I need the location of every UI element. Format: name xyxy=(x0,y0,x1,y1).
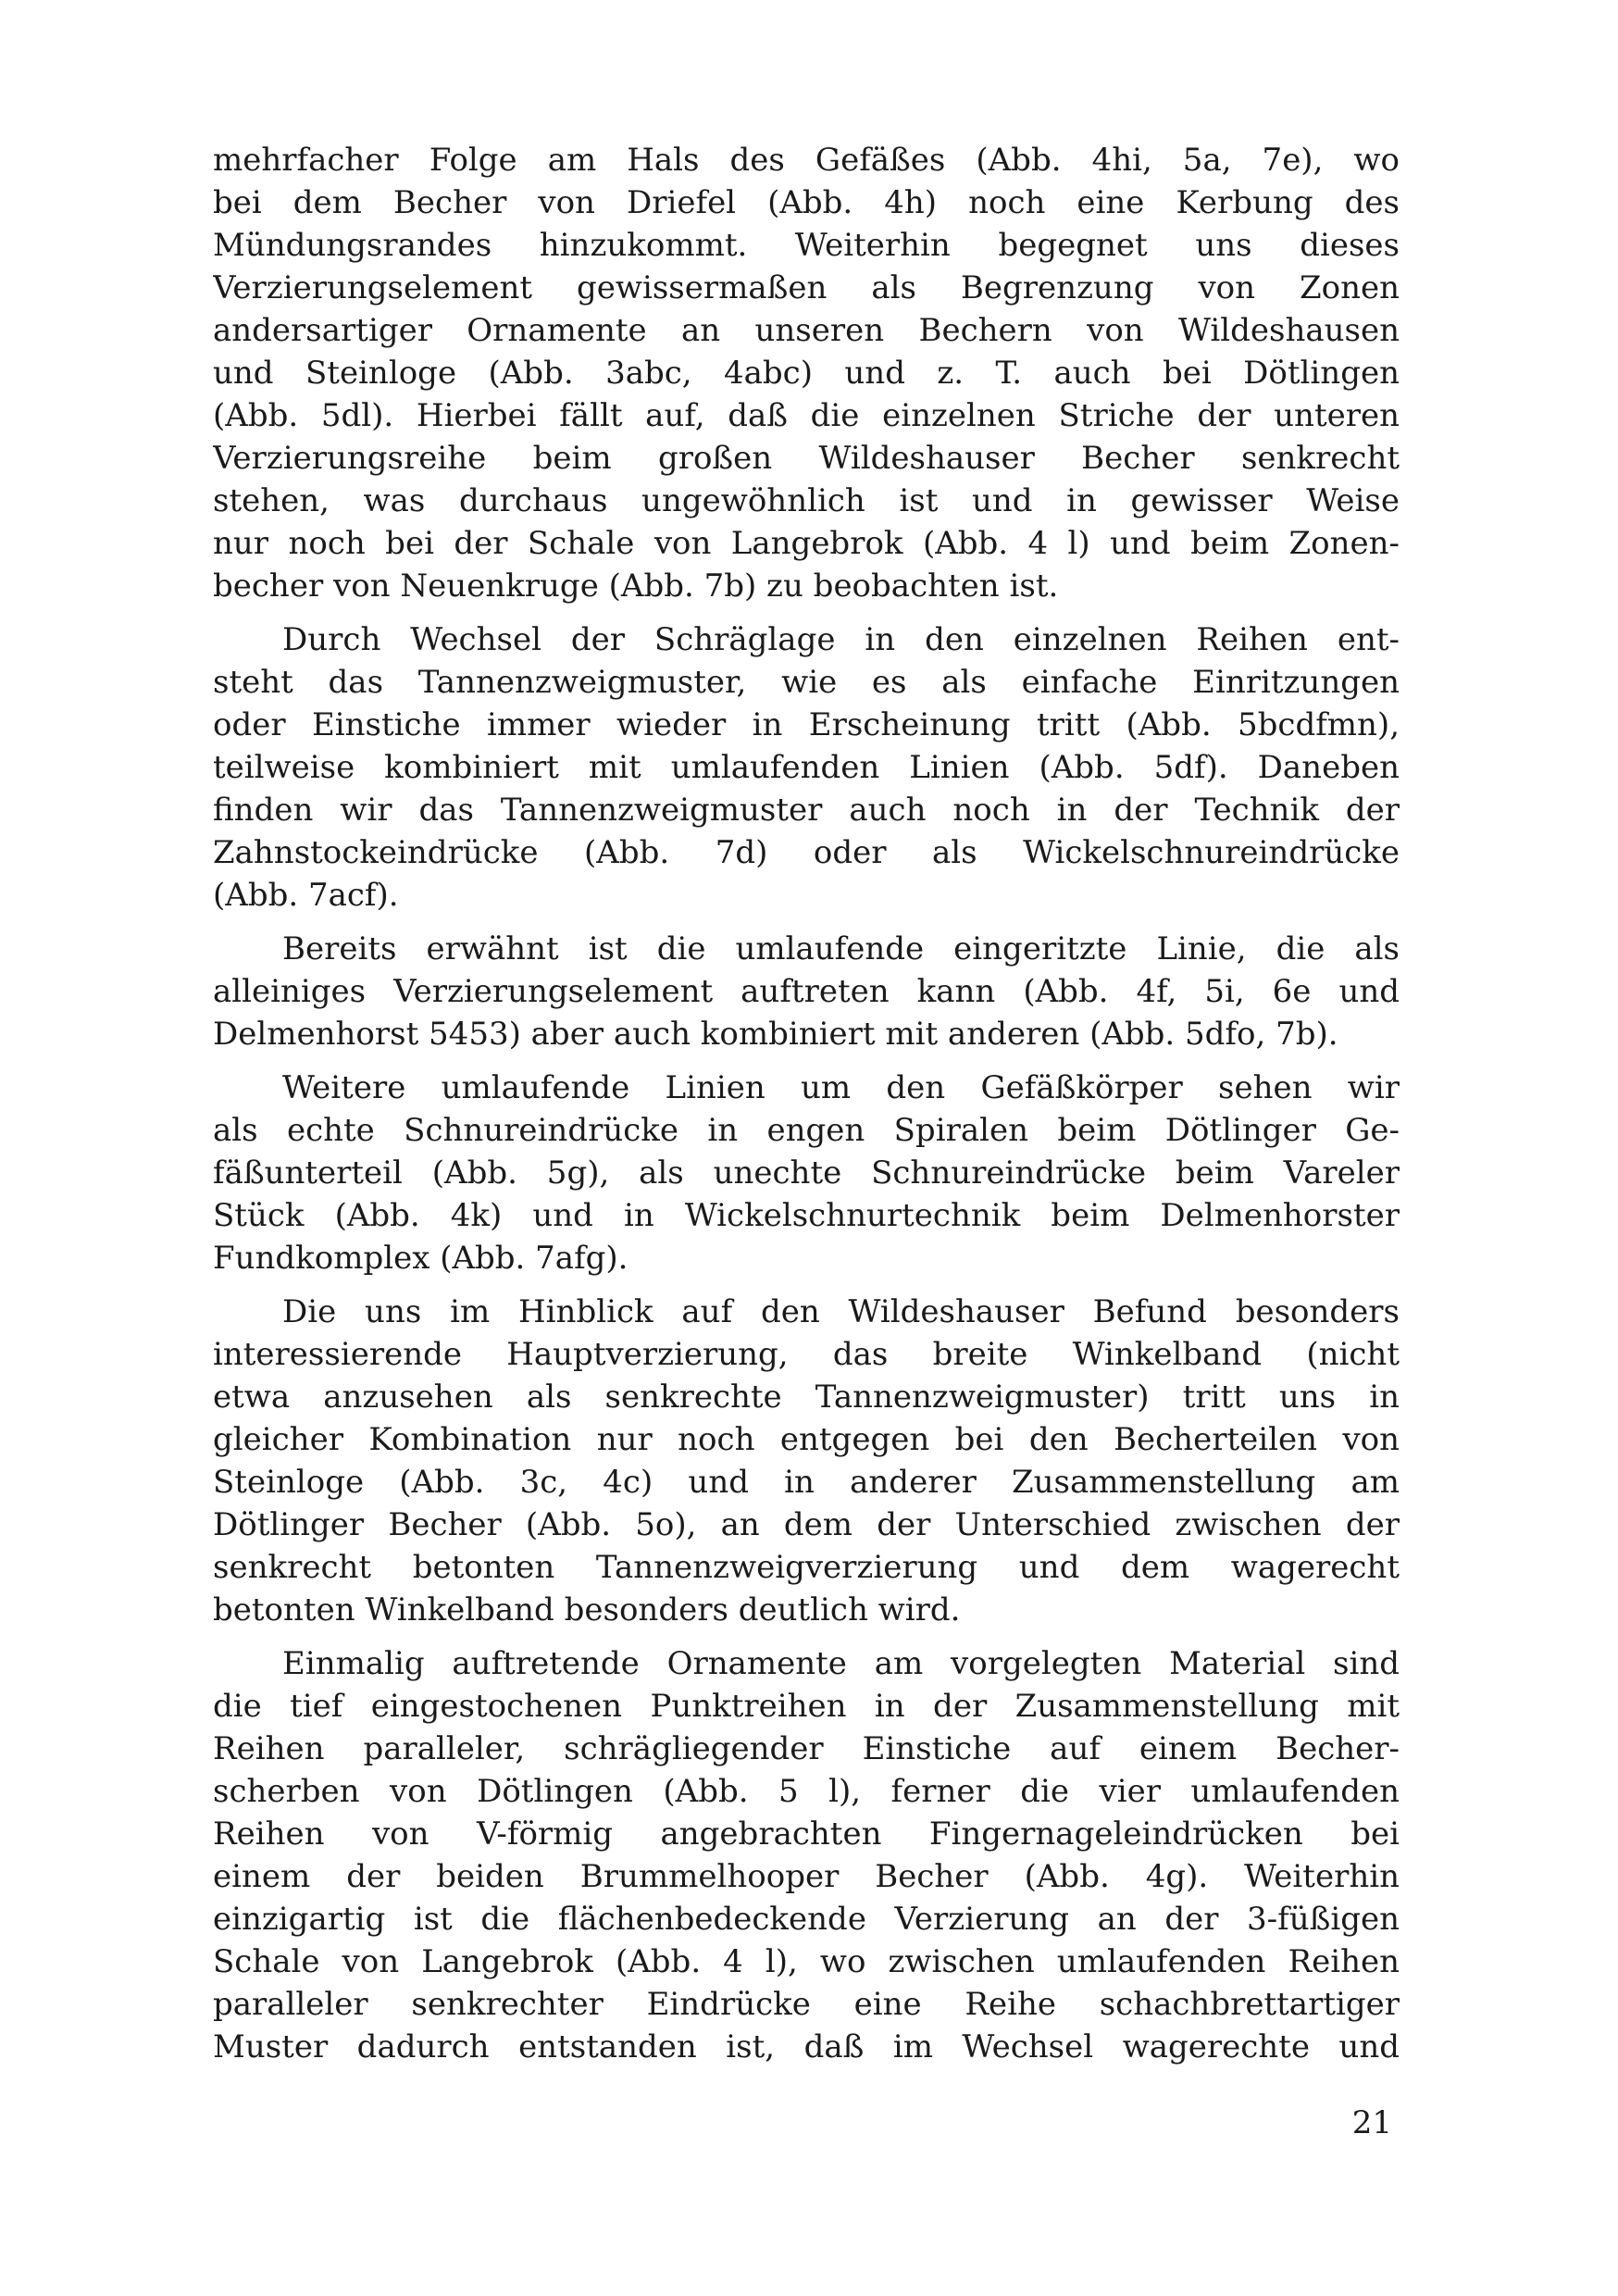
text-line: Einmalig auftretende Ornamente am vorgelegten Material sind xyxy=(282,1645,1400,1682)
text-line: oder Einstiche immer wieder in Erscheinung tritt (Abb. 5bcdfmn), xyxy=(213,706,1400,743)
text-line: nur noch bei der Schale von Langebrok (Abb. 4 l) und beim Zonen- xyxy=(213,525,1400,562)
text-line: Die uns im Hinblick auf den Wildeshauser Befund besonders xyxy=(282,1293,1400,1330)
text-line: becher von Neuenkruge (Abb. 7b) zu beobachten ist. xyxy=(213,568,1059,605)
text-line: als echte Schnureindrücke in engen Spiralen beim Dötlinger Ge- xyxy=(213,1112,1400,1149)
paragraph-2 xyxy=(213,618,1400,917)
text-line: senkrecht betonten Tannenzweigverzierung und dem wagerecht xyxy=(213,1549,1400,1586)
text-line: bei dem Becher von Driefel (Abb. 4h) noch eine Kerbung des xyxy=(213,184,1400,221)
text-line: Muster dadurch entstanden ist, daß im Wechsel wagerechte und xyxy=(213,2028,1400,2065)
text-line: mehrfacher Folge am Hals des Gefäßes (Abb. 4hi, 5a, 7e), wo xyxy=(213,142,1400,179)
text-line: paralleler senkrechter Eindrücke eine Reihe schachbrettartiger xyxy=(213,1986,1400,2023)
text-line: finden wir das Tannenzweigmuster auch noch in der Technik der xyxy=(213,792,1400,829)
text-line: einem der beiden Brummelhooper Becher (Abb. 4g). Weiterhin xyxy=(213,1858,1400,1895)
text-line: Zahnstockeindrücke (Abb. 7d) oder als Wickelschnureindrücke xyxy=(213,834,1400,871)
text-line: betonten Winkelband besonders deutlich wird. xyxy=(213,1591,961,1628)
text-line: und Steinloge (Abb. 3abc, 4abc) und z. T. auch bei Dötlingen xyxy=(213,355,1400,392)
page-number: 21 xyxy=(1351,2104,1392,2141)
paragraph-1 xyxy=(213,139,1400,607)
text-line: die tief eingestochenen Punktreihen in der Zusammenstellung mit xyxy=(213,1688,1400,1725)
text-line: steht das Tannenzweigmuster, wie es als einfache Einritzungen xyxy=(213,664,1400,701)
text-line: alleiniges Verzierungselement auftreten kann (Abb. 4f, 5i, 6e und xyxy=(213,973,1400,1010)
text-line: Reihen von V-förmig angebrachten Fingernageleindrücken bei xyxy=(213,1816,1400,1853)
text-line: Weitere umlaufende Linien um den Gefäßkörper sehen wir xyxy=(282,1069,1400,1106)
text-line: Verzierungselement gewissermaßen als Begrenzung von Zonen xyxy=(213,269,1400,306)
text-line: andersartiger Ornamente an unseren Bechern von Wildeshausen xyxy=(213,312,1400,349)
text-line: Durch Wechsel der Schräglage in den einzelnen Reihen ent- xyxy=(282,621,1400,658)
text-line: Stück (Abb. 4k) und in Wickelschnurtechnik beim Delmenhorster xyxy=(213,1197,1400,1234)
text-line: Bereits erwähnt ist die umlaufende eingeritzte Linie, die als xyxy=(282,930,1400,967)
text-line: Fundkomplex (Abb. 7afg). xyxy=(213,1240,629,1277)
text-line: teilweise kombiniert mit umlaufenden Linien (Abb. 5df). Daneben xyxy=(213,749,1400,786)
text-line: Schale von Langebrok (Abb. 4 l), wo zwischen umlaufenden Reihen xyxy=(213,1943,1400,1980)
text-line: Delmenhorst 5453) aber auch kombiniert mit anderen (Abb. 5dfo, 7b). xyxy=(213,1016,1338,1053)
text-line: gleicher Kombination nur noch entgegen bei den Becherteilen von xyxy=(213,1421,1400,1458)
page-body xyxy=(213,139,1400,2068)
paragraph-4 xyxy=(213,1067,1400,1279)
text-line: stehen, was durchaus ungewöhnlich ist und in gewisser Weise xyxy=(213,482,1400,519)
text-line: Dötlinger Becher (Abb. 5o), an dem der Unterschied zwischen der xyxy=(213,1506,1400,1543)
text-line: etwa anzusehen als senkrechte Tannenzweigmuster) tritt uns in xyxy=(213,1379,1400,1416)
text-line: Mündungsrandes hinzukommt. Weiterhin begegnet uns dieses xyxy=(213,227,1400,264)
text-line: Reihen paralleler, schrägliegender Einstiche auf einem Becher- xyxy=(213,1730,1400,1767)
text-line: Steinloge (Abb. 3c, 4c) und in anderer Zusammenstellung am xyxy=(213,1464,1400,1501)
text-line: (Abb. 5dl). Hierbei fällt auf, daß die einzelnen Striche der unteren xyxy=(213,397,1400,434)
text-line: interessierende Hauptverzierung, das breite Winkelband (nicht xyxy=(213,1336,1400,1373)
text-line: fäßunterteil (Abb. 5g), als unechte Schnureindrücke beim Vareler xyxy=(213,1154,1400,1192)
text-line: einzigartig ist die flächenbedeckende Verzierung an der 3-füßigen xyxy=(213,1901,1400,1938)
text-line: scherben von Dötlingen (Abb. 5 l), ferner die vier umlaufenden xyxy=(213,1773,1400,1810)
paragraph-3 xyxy=(213,928,1400,1055)
text-line: Verzierungsreihe beim großen Wildeshauser Becher senkrecht xyxy=(213,440,1400,477)
text-line: (Abb. 7acf). xyxy=(213,877,399,914)
paragraph-6 xyxy=(213,1642,1400,2068)
paragraph-5 xyxy=(213,1291,1400,1631)
